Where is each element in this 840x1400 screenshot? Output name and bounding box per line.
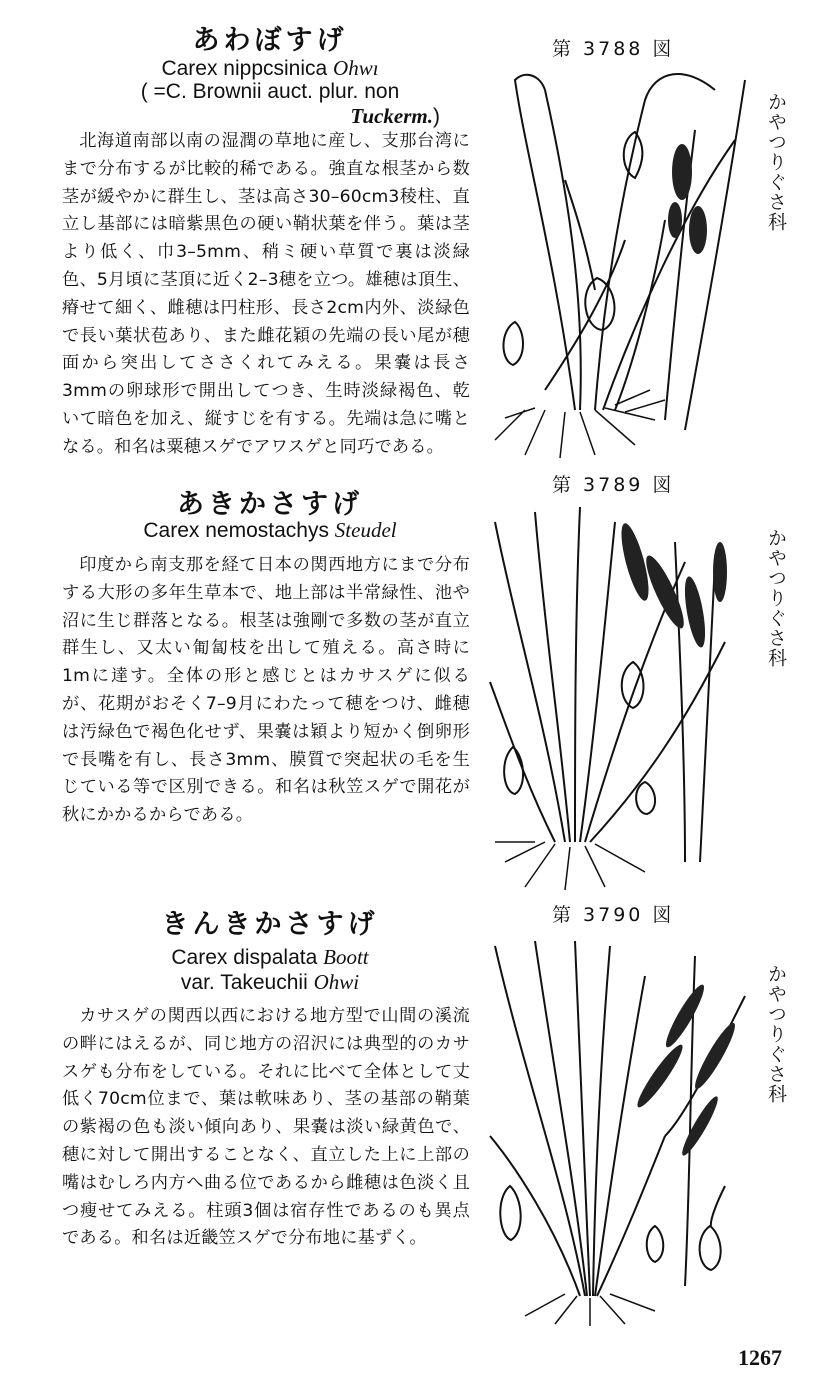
plant-illustration bbox=[485, 936, 755, 1326]
scientific-name: Carex dispalata Boott bbox=[171, 945, 369, 969]
entry-description: カサスゲの関西以西における地方型で山間の溪流の畔にはえるが、同じ地方の沼沢には典型的のカサスゲも分布をしている。それに比べて全体として丈低く70cm位まで、葉は軟味あり、茎の基部の鞘葉の紫褐の色も淡い傾向あり、果嚢は淡い緑黄色で、穂に対して開出することなく、直立した上に上部の嘴はむしろ内方へ曲る位であるから雌穂は色淡く且つ瘦せてみえる。柱頭3個は宿存性であるのも異点である。和名は近畿笠スゲで分布地に基ずく。 bbox=[62, 1006, 470, 1249]
family-label: かやつりぐさ科 bbox=[765, 528, 787, 668]
synonym-author: Tuckerm.) bbox=[350, 104, 440, 128]
synonym-line: ( =C. Brownii auct. plur. non bbox=[140, 80, 400, 103]
entry-awabosuge bbox=[0, 0, 840, 470]
family-label: かやつりぐさ科 bbox=[765, 92, 787, 232]
scientific-name: Carex nemostachys Steudel bbox=[143, 518, 397, 542]
scientific-name: Carex nippcsinica Ohwı bbox=[161, 56, 379, 80]
entry-kinkikasasuge bbox=[0, 900, 840, 1370]
plant-illustration bbox=[485, 60, 755, 460]
family-label: かやつりぐさ科 bbox=[765, 964, 787, 1104]
figure-label: 第 3789 図 bbox=[552, 474, 675, 496]
variety-name: var. Takeuchii Ohwi bbox=[180, 970, 360, 994]
entry-title: きんきかさすげ bbox=[161, 909, 379, 940]
figure-label: 第 3790 図 bbox=[552, 904, 675, 926]
figure-label: 第 3788 図 bbox=[552, 38, 675, 60]
page-number: 1267 bbox=[738, 1345, 782, 1370]
entry-title: あきかさすげ bbox=[177, 489, 363, 520]
plant-illustration bbox=[485, 502, 755, 892]
entry-description: 印度から南支那を経て日本の関西地方にまで分布する大形の多年生草本で、地上部は半常緑性、池や沼に生じ群落となる。根茎は強剛で多数の茎が直立群生し、又太い匍匐枝を出して殖える。高さ時に1mに達す。全体の形と感じとはカサスゲに似るが、花期がおそく7–9月にわたって穂をつけ、雌穂は汚緑色で褐色化せず、果嚢は穎より短かく倒卵形で長嘴を有し、長さ3mm、膜質で突起状の毛を生じている等で区別できる。和名は秋笠スゲで開花が秋にかかるからである。 bbox=[62, 555, 471, 826]
entry-akikasasuge bbox=[0, 470, 840, 900]
entry-description: 北海道南部以南の湿潤の草地に産し、支那台湾にまで分布するが比較的稀である。強直な根茎から数茎が緩やかに群生し、茎は高さ30–60cm3稜柱、直立し基部には暗紫黒色の硬い鞘状葉を伴う。葉は茎より低く、巾3–5mm、稍ミ硬い草質で裏は淡緑色、5月頃に茎頂に近く2–3穂を立つ。雄穂は頂生、瘠せて細く、雌穂は円柱形、長さ2cm内外、淡緑色で長い葉状苞あり、また雌花穎の先端の長い尾が穂面から突出してささくれてみえる。果嚢は長さ3mmの卵球形で開出してつき、生時淡緑褐色、乾いて暗色を加え、縦すじを有する。先端は急に嘴となる。和名は粟穂スゲでアワスゲと同巧である。 bbox=[62, 131, 470, 457]
entry-title: あわぼすげ bbox=[192, 25, 348, 56]
